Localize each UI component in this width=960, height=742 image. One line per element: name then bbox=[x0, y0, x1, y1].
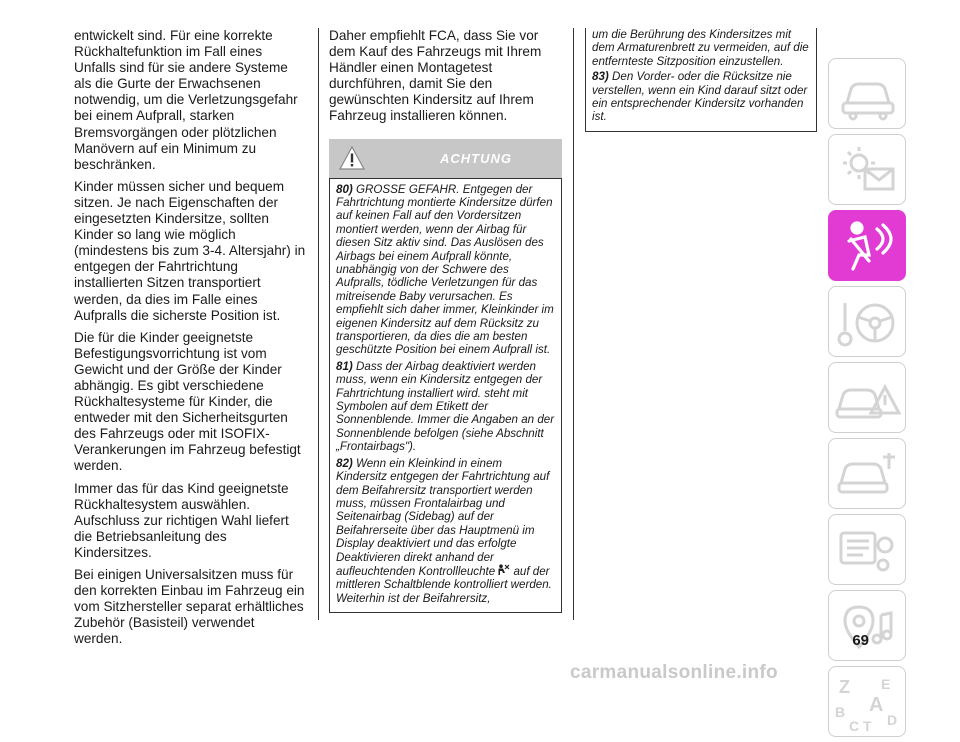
note-text: Wenn ein Kleinkind in einem Kindersitz entgegen der Fahrtrichtung auf dem Beifahrersitz transportiert werden muss, müssen Frontalairbag und Seitenairbag (Sidebag) auf der Beifahrerseite über das Hauptmenü im Display deaktiviert und das erfolgte Deaktivieren direkt anhand der aufleuchtenden Kontrollleuchte bbox=[336, 456, 550, 578]
column-divider bbox=[318, 28, 319, 620]
multimedia-navigation-icon bbox=[829, 591, 907, 662]
warning-note bbox=[336, 360, 555, 454]
alphabetical-index-icon bbox=[829, 667, 907, 738]
paragraph: Bei einigen Universalsitzen muss für den korrekten Einbau im Fahrzeug ein vom Sitzhersteller separat erhältliches Zubehör (Basisteil) verwendet werden. bbox=[74, 567, 305, 647]
note-text: Den Vorder- oder die Rücksitze nie verstellen, wenn ein Kind darauf sitzt oder ein entsprechender Kindersitz vorhanden ist. bbox=[592, 70, 808, 124]
index-letter: Z bbox=[839, 677, 850, 697]
column-1 bbox=[74, 28, 306, 653]
warning-header bbox=[329, 139, 562, 178]
column-3 bbox=[585, 28, 817, 132]
warning-note bbox=[336, 457, 555, 605]
warning-title: ACHTUNG bbox=[440, 150, 512, 166]
note-number: 82) bbox=[336, 456, 353, 470]
tab-safety[interactable] bbox=[828, 210, 906, 281]
paragraph: Kinder müssen sicher und bequem sitzen. Je nach Eigenschaften der eingesetzten Kindersitze, sollten Kinder so lang wie möglich (mindestens bis zum 3-4. Altersjahr) in entgegen der Fahrtrichtung installierten Sitzen transportiert werden, da dies im Falle eines Aufpralls die sicherste Position ist. bbox=[74, 178, 306, 323]
index-letter: C bbox=[849, 718, 860, 734]
column-2 bbox=[329, 28, 562, 613]
index-letter: T bbox=[863, 718, 872, 734]
paragraph: entwickelt sind. Für eine korrekte Rückhaltefunktion im Fall eines Unfalls sind für sie andere Systeme als die Gurte der Erwachsenen notwendig, um die Verletzungsgefahr bei einem Aufprall, starken Bremsvorgängen oder plötzlichen Manövern auf ein Minimum zu beschränken. bbox=[74, 28, 298, 172]
warning-note bbox=[336, 183, 555, 357]
tab-index[interactable] bbox=[828, 666, 906, 737]
footer-watermark: carmanualsonline.info bbox=[570, 662, 778, 683]
warning-triangle-icon bbox=[339, 145, 365, 171]
index-letter: E bbox=[881, 676, 891, 692]
note-text: Dass der Airbag deaktiviert werden muss, wenn ein Kindersitz entgegen der Fahrtrichtung installiert wird. steht mit Symbolen auf dem Etikett der Sonnenblende. Immer die Angaben an der Sonnenblende befolgen (siehe Abschnitt „Frontairbags"). bbox=[336, 359, 555, 454]
tab-starting-driving[interactable] bbox=[828, 286, 906, 357]
paragraph: Die für die Kinder geeignetste Befestigungsvorrichtung ist vom Gewicht und der Größe der Kinder abhängig. Es gibt verschiedene Rückhaltesysteme für Kinder, die entweder mit den Sicherheitsgurten des Fahrzeugs oder mit ISOFIX-Verankerungen im Fahrzeug befestigt werden. bbox=[74, 329, 301, 474]
seatbelt-airbag-icon bbox=[829, 211, 907, 282]
paragraph: Immer das für das Kind geeignetste Rückhaltesystem auswählen. Aufschluss zur richtigen Wahl liefert die Betriebsanleitung des Kindersitzes. bbox=[74, 480, 289, 560]
page-number: 69 bbox=[852, 632, 869, 649]
warning-box bbox=[329, 178, 562, 614]
note-text: GROSSE GEFAHR. Entgegen der Fahrtrichtung montierte Kindersitze dürfen auf keinen Fall auf den Vordersitzen montiert werden, wenn der Airbag für diesen Sitz aktiv sind. Das Auslösen des Airbags bei einem Aufprall könnte, unabhängig von der Schwere des Aufpralls, tödliche Verletzungen für das mitreisende Baby verursachen. Es empfiehlt sich daher immer, Kleinkinder im eigenen Kindersitz auf dem Rücksitz zu transportieren, da dies die am besten geschützte Position bei einem Aufprall ist. bbox=[336, 182, 554, 357]
note-number: 83) bbox=[592, 70, 609, 84]
warning-lights-message-icon bbox=[829, 135, 907, 206]
note-number: 81) bbox=[336, 359, 353, 373]
note-continuation: um die Berührung des Kindersitzes mit dem Armaturenbrett zu vermeiden, auf die entfernteste Sitzposition einzustellen. bbox=[592, 28, 809, 68]
intro-paragraph: Daher empfiehlt FCA, dass Sie vor dem Kauf des Fahrzeugs mit Ihrem Händler einen Montagetest durchführen, damit Sie den gewünschten Kindersitz auf Ihrem Fahrzeug installieren können. bbox=[329, 28, 542, 124]
index-letter: B bbox=[835, 704, 846, 720]
note-number: 80) bbox=[336, 182, 353, 196]
tab-emergency[interactable] bbox=[828, 362, 906, 433]
warning-box-continued bbox=[585, 28, 817, 132]
tab-getting-to-know-car[interactable] bbox=[828, 58, 906, 129]
tab-technical-data[interactable] bbox=[828, 514, 906, 585]
index-letter: D bbox=[887, 712, 898, 728]
index-letter: A bbox=[869, 694, 884, 716]
note-text: auf der mittleren Schaltblende kontrolliert werden. Weiterhin ist der Beifahrersitz, bbox=[336, 564, 552, 605]
tab-warning-lights[interactable] bbox=[828, 134, 906, 205]
car-specs-gears-icon bbox=[829, 515, 907, 586]
warning-note bbox=[592, 70, 810, 124]
tab-maintenance[interactable] bbox=[828, 438, 906, 509]
tab-multimedia[interactable] bbox=[828, 590, 906, 661]
car-warning-triangle-icon bbox=[829, 363, 907, 434]
car-info-icon bbox=[829, 59, 907, 130]
airbag-off-indicator-icon bbox=[497, 564, 510, 576]
car-maintenance-icon bbox=[829, 439, 907, 510]
key-steering-wheel-icon bbox=[829, 287, 907, 358]
column-divider bbox=[573, 28, 574, 620]
